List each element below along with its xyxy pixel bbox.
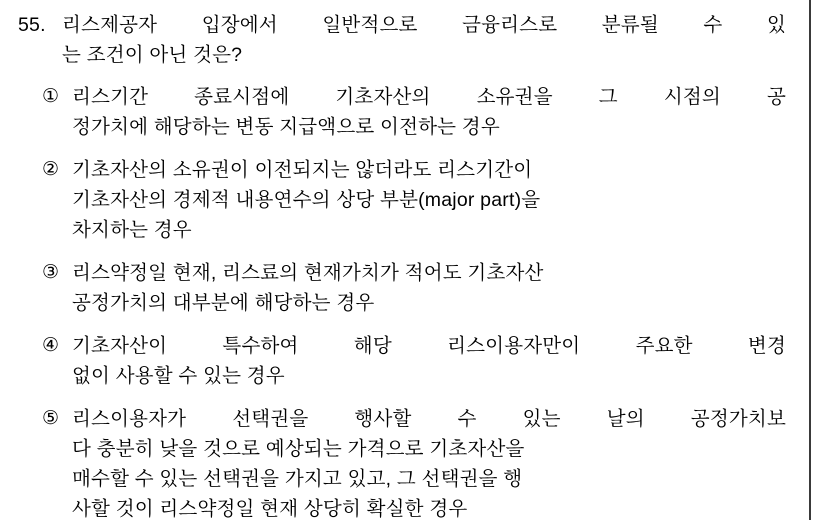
- choice-line: 다 충분히 낮을 것으로 예상되는 가격으로 기초자산을: [72, 438, 525, 460]
- choice-option-5[interactable]: [18, 404, 786, 524]
- choice-marker-2: ②: [42, 159, 60, 180]
- choice-line: 기초자산이 특수하여 해당 리스이용자만이 주요한 변경: [72, 335, 786, 357]
- choice-line: 사할 것이 리스약정일 현재 상당히 확실한 경우: [72, 498, 468, 520]
- choice-marker-1: ①: [42, 86, 60, 107]
- choice-line: 리스기간 종료시점에 기초자산의 소유권을 그 시점의 공: [72, 86, 786, 108]
- choice-text-3: [72, 258, 786, 318]
- choice-line: 매수할 수 있는 선택권을 가지고 있고, 그 선택권을 행: [72, 468, 523, 490]
- choice-line: 리스약정일 현재, 리스료의 현재가치가 적어도 기초자산: [72, 262, 544, 284]
- choice-marker-3: ③: [42, 262, 60, 283]
- choice-line: 없이 사용할 수 있는 경우: [72, 365, 285, 387]
- choice-list: [18, 82, 786, 524]
- question-stem-line: 는 조건이 아닌 것은?: [62, 44, 243, 66]
- question-number: 55.: [18, 14, 46, 36]
- choice-marker-5: ⑤: [42, 408, 60, 429]
- question-55: [0, 10, 826, 524]
- question-stem: [18, 10, 786, 70]
- choice-text-4: [72, 331, 786, 391]
- choice-text-5: [72, 404, 786, 524]
- choice-option-1[interactable]: [18, 82, 786, 142]
- choice-line: 공정가치의 대부분에 해당하는 경우: [72, 292, 375, 314]
- choice-line: 기초자산의 경제적 내용연수의 상당 부분(major part)을: [72, 189, 541, 211]
- choice-text-2: [72, 155, 786, 245]
- choice-marker-4: ④: [42, 335, 60, 356]
- choice-option-2[interactable]: [18, 155, 786, 245]
- choice-line: 리스이용자가 선택권을 행사할 수 있는 날의 공정가치보: [72, 408, 786, 430]
- question-stem-line: 리스제공자 입장에서 일반적으로 금융리스로 분류될 수 있: [62, 14, 786, 36]
- choice-text-1: [72, 82, 786, 142]
- choice-line: 차지하는 경우: [72, 219, 192, 241]
- choice-option-4[interactable]: [18, 331, 786, 391]
- page-edge-rule: [809, 0, 811, 520]
- choice-option-3[interactable]: [18, 258, 786, 318]
- question-stem-text: [62, 10, 786, 70]
- choice-line: 정가치에 해당하는 변동 지급액으로 이전하는 경우: [72, 116, 500, 138]
- choice-line: 기초자산의 소유권이 이전되지는 않더라도 리스기간이: [72, 159, 533, 181]
